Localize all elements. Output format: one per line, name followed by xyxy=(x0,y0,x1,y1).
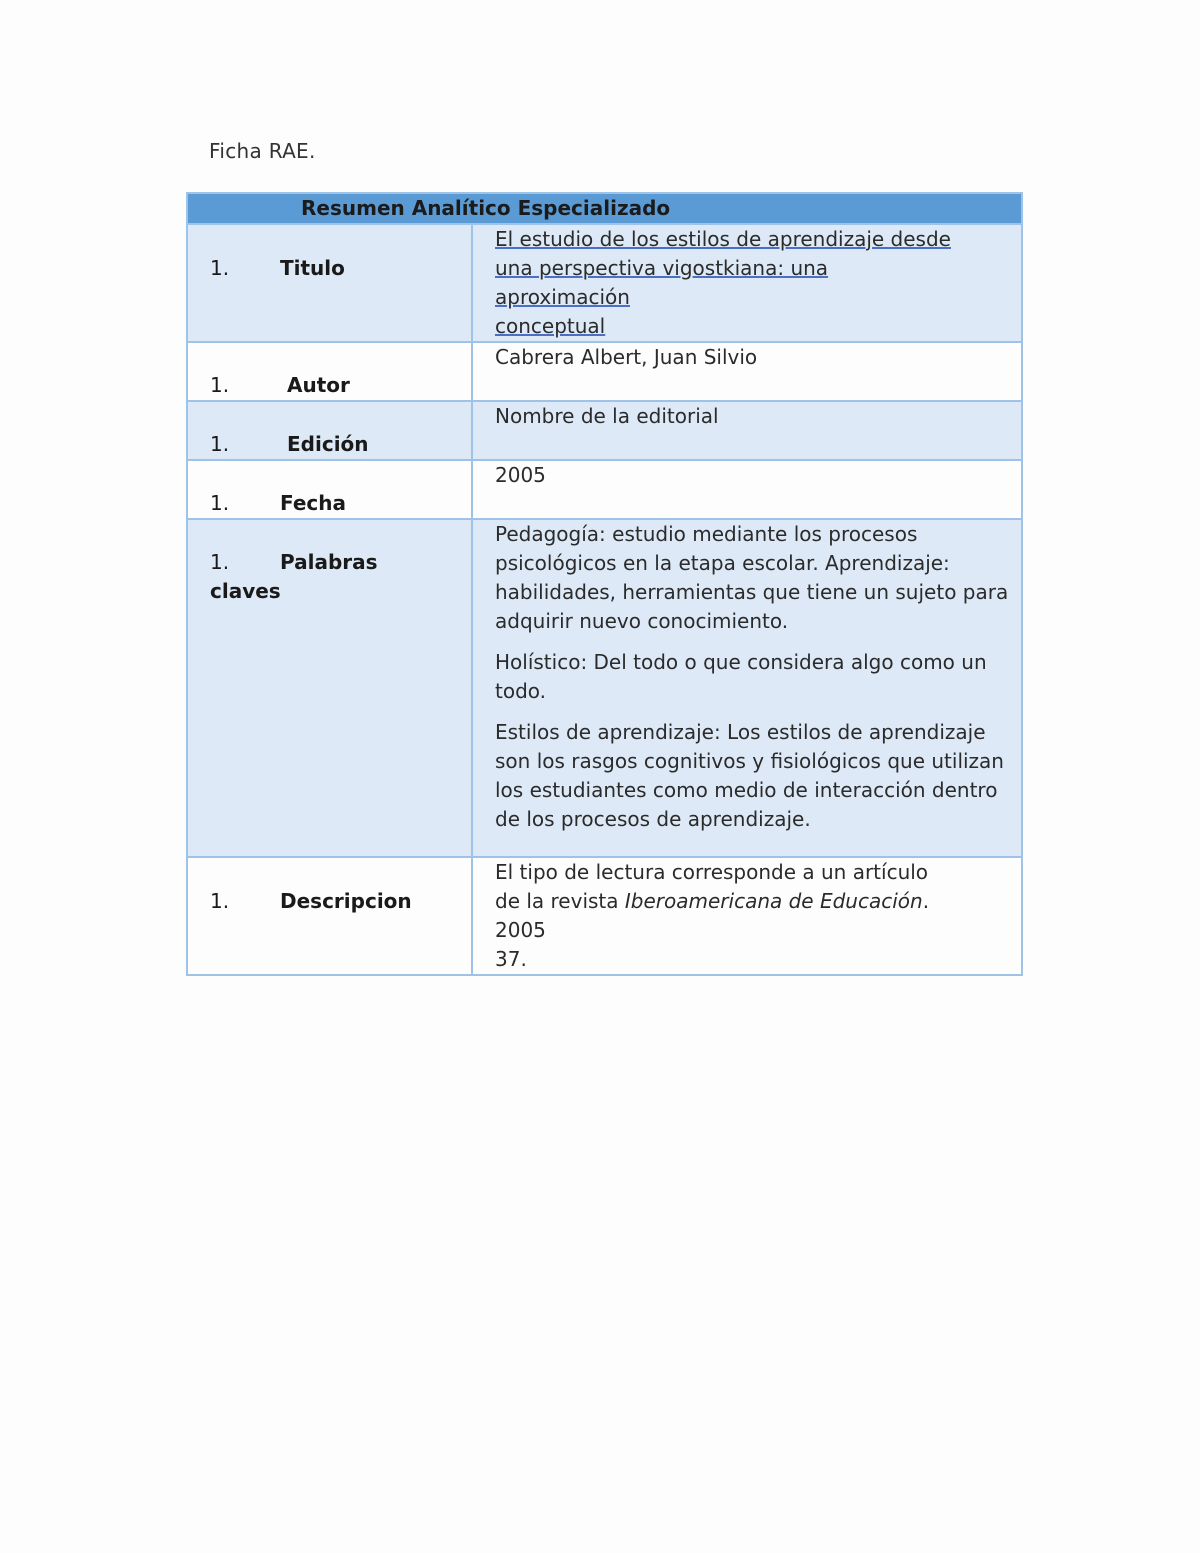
description-line-3: 2005 xyxy=(495,918,546,942)
table-header-title: Resumen Analítico Especializado xyxy=(301,196,671,220)
label-cell-fecha xyxy=(187,460,472,519)
description-line-2: de la revista Iberoamericana de Educación. xyxy=(495,889,930,913)
label-cell-titulo xyxy=(187,224,472,342)
row-descripcion xyxy=(187,857,1022,975)
label-descripcion: Descripcion xyxy=(280,889,412,913)
title-link-line-3[interactable]: aproximación xyxy=(495,285,630,309)
value-cell-edicion xyxy=(472,401,1022,460)
description-line-1: El tipo de lectura corresponde a un artículo xyxy=(495,860,929,884)
label-edicion: Edición xyxy=(287,432,369,456)
row-number: 1. xyxy=(210,256,230,280)
value-cell-fecha xyxy=(472,460,1022,519)
keyword-paragraph-1: Pedagogía: estudio mediante los procesos psicológicos en la etapa escolar. Aprendizaje: habilidades, herramientas que tiene un sujeto para adquirir nuevo conocimiento. xyxy=(495,522,1009,633)
value-fecha: 2005 xyxy=(495,463,546,487)
value-cell-descripcion xyxy=(472,857,1022,975)
label-cell-autor xyxy=(187,342,472,401)
keyword-paragraph-2: Holístico: Del todo o que considera algo como un todo. xyxy=(495,650,987,703)
title-link-line-4[interactable]: conceptual xyxy=(495,314,606,338)
row-palabras-claves xyxy=(187,519,1022,857)
title-link-line-2[interactable]: una perspectiva vigostkiana: una xyxy=(495,256,829,280)
table-header-row xyxy=(187,193,1022,224)
label-cell-edicion xyxy=(187,401,472,460)
value-cell-autor xyxy=(472,342,1022,401)
label-cell-descripcion xyxy=(187,857,472,975)
value-cell-titulo xyxy=(472,224,1022,342)
label-claves: claves xyxy=(210,579,281,603)
value-cell-palabras xyxy=(472,519,1022,857)
row-number: 1. xyxy=(210,491,230,515)
keyword-paragraph-3: Estilos de aprendizaje: Los estilos de aprendizaje son los rasgos cognitivos y fisiológicos que utilizan los estudiantes como medio de interacción dentro de los procesos de aprendizaje. xyxy=(495,720,1004,831)
row-number: 1. xyxy=(210,432,230,456)
description-line-4: 37. xyxy=(495,947,527,971)
label-cell-palabras xyxy=(187,519,472,857)
row-autor xyxy=(187,342,1022,401)
label-palabras: Palabras xyxy=(280,550,378,574)
label-autor: Autor xyxy=(287,373,350,397)
row-number: 1. xyxy=(210,373,230,397)
document-title: Ficha RAE. xyxy=(209,139,316,163)
row-number: 1. xyxy=(210,889,230,913)
rae-table xyxy=(186,192,1023,976)
row-edicion xyxy=(187,401,1022,460)
row-fecha xyxy=(187,460,1022,519)
row-number: 1. xyxy=(210,550,230,574)
table-header-cell xyxy=(187,193,1022,224)
label-titulo: Titulo xyxy=(280,256,345,280)
journal-name: Iberoamericana de Educación xyxy=(624,889,923,913)
value-edicion: Nombre de la editorial xyxy=(495,404,719,428)
value-autor: Cabrera Albert, Juan Silvio xyxy=(495,345,758,369)
title-link-line-1[interactable]: El estudio de los estilos de aprendizaje desde xyxy=(495,227,951,251)
label-fecha: Fecha xyxy=(280,491,347,515)
row-titulo xyxy=(187,224,1022,342)
